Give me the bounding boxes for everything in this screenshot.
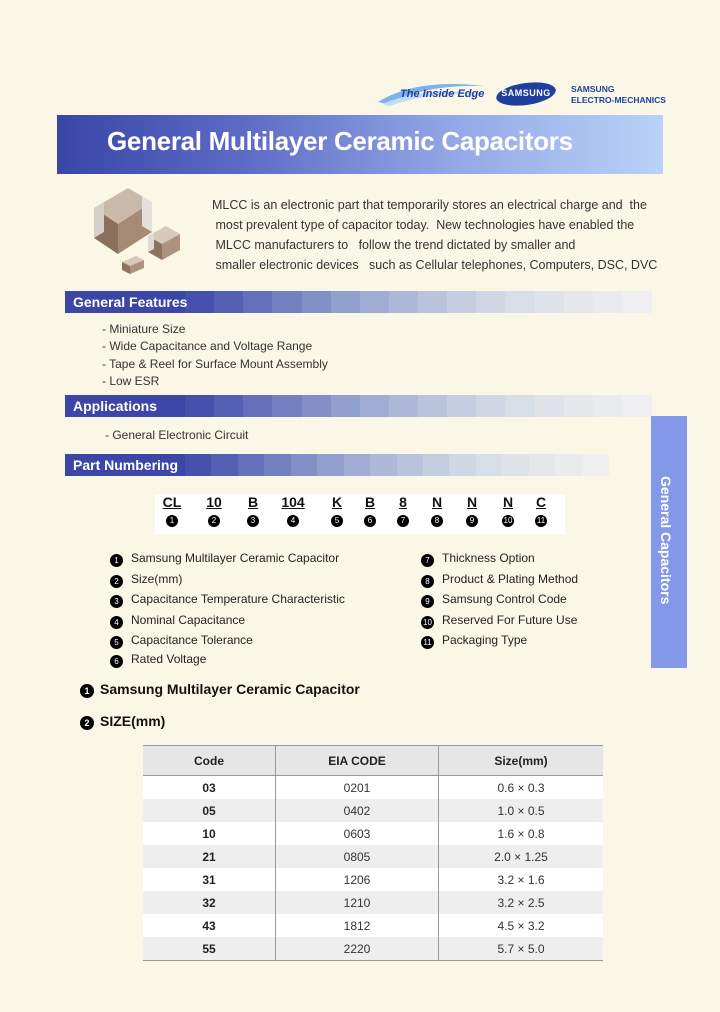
column-header: Code [143,746,276,776]
legend-text: Reserved For Future Use [442,613,578,627]
legend-item [421,633,527,649]
part-code: 104 [281,494,305,510]
part-code-segment [421,494,453,528]
table-cell: 3.2 × 1.6 [439,868,604,891]
table-cell: 0.6 × 0.3 [439,776,604,800]
table-cell: 1206 [276,868,439,891]
legend-text: Nominal Capacitance [131,613,246,627]
subsection-title: SIZE(mm) [100,713,166,729]
legend-item [110,652,206,668]
legend-text: Thickness Option [442,551,535,565]
part-code: C [535,494,547,510]
samsung-logo: SAMSUNG [496,83,556,105]
table-cell: 0402 [276,799,439,822]
table-cell: 1.6 × 0.8 [439,822,604,845]
part-number-example [155,494,565,534]
legend-item [421,551,535,567]
table-row [143,799,603,822]
number-badge: 8 [421,575,434,588]
table-cell: 03 [143,776,276,800]
capacitor-chips-image [86,180,196,280]
table-row [143,937,603,961]
company-name: SAMSUNG ELECTRO-MECHANICS [571,84,666,105]
table-cell: 31 [143,868,276,891]
part-code: N [431,494,443,510]
legend-item [110,551,339,567]
part-code: 10 [206,494,222,510]
intro-line: most prevalent type of capacitor today. New technologies have enabled the [212,218,635,232]
features-list [102,321,328,390]
table-cell: 32 [143,891,276,914]
list-item: - Miniature Size [102,322,186,336]
table-cell: 10 [143,822,276,845]
part-code-segment [492,494,524,528]
inside-edge-logo [376,76,488,108]
table-cell: 0603 [276,822,439,845]
number-badge: 9 [466,515,478,527]
page-title: General Multilayer Ceramic Capacitors [107,126,573,156]
legend-item [110,613,245,629]
number-badge: 10 [421,616,434,629]
subsection-title: Samsung Multilayer Ceramic Capacitor [100,681,360,697]
table-cell: 55 [143,937,276,961]
number-badge: 10 [503,516,513,525]
table-cell: 05 [143,799,276,822]
svg-text:The Inside Edge: The Inside Edge [400,88,485,100]
number-badge: 2 [110,575,123,588]
part-code: 8 [399,494,407,510]
number-badge: 3 [110,595,123,608]
table-row [143,822,603,845]
legend-text: Capacitance Temperature Characteristic [131,592,345,606]
number-badge: 1 [80,684,94,698]
table-cell: 1.0 × 0.5 [439,799,604,822]
table-cell: 0201 [276,776,439,800]
table-cell: 43 [143,914,276,937]
table-cell: 5.7 × 5.0 [439,937,604,961]
number-badge: 11 [421,636,434,649]
legend-text: Samsung Multilayer Ceramic Capacitor [131,551,340,565]
number-badge: 8 [431,515,443,527]
part-code-segment [387,494,419,528]
table-cell: 2220 [276,937,439,961]
number-badge: 7 [421,554,434,567]
table-cell: 4.5 × 3.2 [439,914,604,937]
number-badge: 1 [110,554,123,567]
subsection-heading [80,713,165,730]
legend-text: Product & Plating Method [442,572,579,586]
part-code-segment [156,494,188,528]
table-row [143,891,603,914]
part-code-segment [198,494,230,528]
number-badge: 6 [110,655,123,668]
legend-text: Size(mm) [131,572,183,586]
table-row [143,914,603,937]
applications-header [65,395,651,417]
column-header: Size(mm) [439,746,604,776]
part-numbering-header [65,454,608,476]
part-code: CL [162,494,182,510]
number-badge: 11 [536,516,546,525]
part-code: N [466,494,478,510]
part-code-segment [277,494,309,528]
applications-list [105,427,248,444]
number-badge: 5 [110,636,123,649]
part-code: K [331,494,343,510]
table-cell: 21 [143,845,276,868]
part-code-segment [321,494,353,528]
subsection-heading [80,681,360,698]
number-badge: 4 [287,515,299,527]
number-badge: 3 [247,515,259,527]
legend-item [421,613,577,629]
legend-text: Rated Voltage [131,652,207,666]
legend-text: Packaging Type [442,633,528,647]
side-tab [651,416,687,668]
table-cell: 3.2 × 2.5 [439,891,604,914]
intro-line: smaller electronic devices such as Cellular telephones, Computers, DSC, DVC [212,258,658,272]
table-row [143,776,603,800]
intro-line: MLCC manufacturers to follow the trend dictated by smaller and [212,238,576,252]
intro-line: MLCC is an electronic part that temporarily stores an electrical charge and the [212,198,647,212]
table-cell: 2.0 × 1.25 [439,845,604,868]
legend-item [110,592,345,608]
section-title: Part Numbering [73,457,179,473]
number-badge: 2 [208,515,220,527]
side-tab-label: General Capacitors [658,476,674,605]
legend-item [110,572,182,588]
list-item: - Tape & Reel for Surface Mount Assembly [102,356,328,371]
part-code: B [364,494,376,510]
size-table [143,745,603,961]
number-badge: 5 [331,515,343,527]
column-header: EIA CODE [276,746,439,776]
number-badge: 9 [421,595,434,608]
part-code-segment [237,494,269,528]
table-header-row [143,746,603,776]
list-item: - Low ESR [102,373,160,388]
part-code: B [247,494,259,510]
title-band [57,115,663,174]
legend-text: Capacitance Tolerance [131,633,253,647]
general-features-header [65,291,651,313]
legend-item [110,633,253,649]
table-row [143,845,603,868]
table-cell: 0805 [276,845,439,868]
list-item: - Wide Capacitance and Voltage Range [102,339,313,354]
part-code-segment [456,494,488,528]
part-code-segment [525,494,557,528]
legend-item [421,592,567,608]
list-item: - General Electronic Circuit [105,428,249,442]
legend-text: Samsung Control Code [442,592,567,606]
number-badge: 2 [80,716,94,730]
legend-item [421,572,578,588]
section-title: General Features [73,294,188,310]
part-code: N [502,494,514,510]
section-title: Applications [73,398,158,414]
number-badge: 6 [364,515,376,527]
number-badge: 4 [110,616,123,629]
table-cell: 1812 [276,914,439,937]
number-badge: 1 [166,515,178,527]
table-row [143,868,603,891]
intro-paragraph [212,195,658,275]
part-code-segment [354,494,386,528]
number-badge: 7 [397,515,409,527]
table-cell: 1210 [276,891,439,914]
